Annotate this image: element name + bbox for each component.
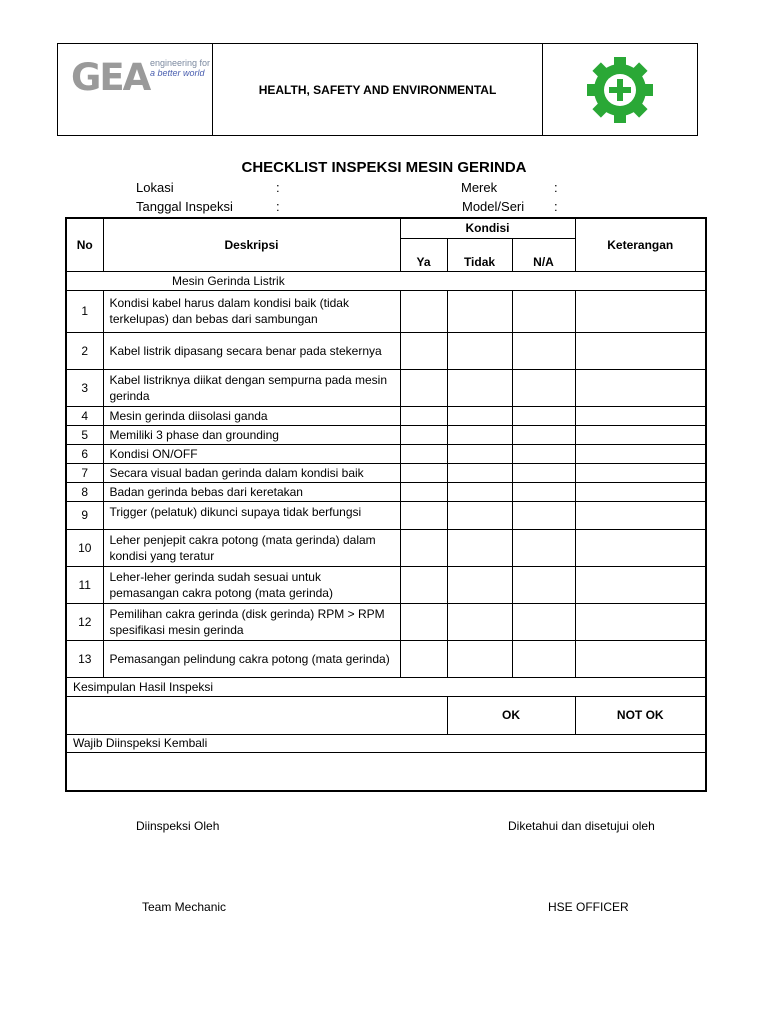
logo-tagline: engineering for a better world — [150, 58, 211, 78]
merek-label: Merek — [461, 180, 498, 195]
cell-keterangan[interactable] — [575, 501, 706, 529]
row-number: 4 — [66, 406, 103, 425]
model-colon: : — [554, 199, 558, 214]
table-row — [66, 369, 706, 406]
cell-na[interactable] — [512, 501, 575, 529]
wajib-row — [66, 734, 706, 752]
table-row — [66, 425, 706, 444]
col-header-tidak: Tidak — [447, 238, 512, 271]
cell-tidak[interactable] — [447, 332, 512, 369]
cell-na[interactable] — [512, 425, 575, 444]
col-header-deskripsi: Deskripsi — [103, 218, 400, 271]
cell-ya[interactable] — [400, 290, 447, 332]
row-description: Kondisi ON/OFF — [103, 444, 400, 463]
row-number: 9 — [66, 501, 103, 529]
section-row — [66, 271, 706, 290]
table-row — [66, 463, 706, 482]
lokasi-colon: : — [276, 180, 280, 195]
cell-ya[interactable] — [400, 463, 447, 482]
table-header-row — [66, 218, 706, 238]
cell-ya[interactable] — [400, 640, 447, 677]
cell-keterangan[interactable] — [575, 369, 706, 406]
table-row — [66, 290, 706, 332]
approver-name: HSE OFFICER — [548, 900, 629, 914]
row-description: Badan gerinda bebas dari keretakan — [103, 482, 400, 501]
checklist-table — [65, 217, 707, 792]
approved-by-label: Diketahui dan disetujui oleh — [508, 819, 655, 833]
cell-tidak[interactable] — [447, 369, 512, 406]
row-number: 11 — [66, 566, 103, 603]
header-title: HEALTH, SAFETY AND ENVIRONMENTAL — [258, 82, 497, 97]
result-row — [66, 696, 706, 734]
cell-ya[interactable] — [400, 332, 447, 369]
ok-option[interactable]: OK — [447, 696, 575, 734]
cell-keterangan[interactable] — [575, 290, 706, 332]
cell-keterangan[interactable] — [575, 406, 706, 425]
gea-logo: GEA — [71, 56, 150, 99]
cell-na[interactable] — [512, 332, 575, 369]
row-description: Memiliki 3 phase dan grounding — [103, 425, 400, 444]
inspector-name: Team Mechanic — [142, 900, 227, 914]
row-number: 7 — [66, 463, 103, 482]
cell-keterangan[interactable] — [575, 332, 706, 369]
cell-na[interactable] — [512, 640, 575, 677]
cell-na[interactable] — [512, 603, 575, 640]
col-header-ya: Ya — [400, 238, 447, 271]
row-description: Secara visual badan gerinda dalam kondisi baik — [103, 463, 400, 482]
table-row — [66, 566, 706, 603]
model-label: Model/Seri — [462, 199, 525, 214]
row-number: 12 — [66, 603, 103, 640]
table-row — [66, 406, 706, 425]
kesimpulan-row — [66, 677, 706, 696]
inspected-by-label: Diinspeksi Oleh — [136, 819, 220, 833]
cell-tidak[interactable] — [447, 640, 512, 677]
col-header-na: N/A — [512, 238, 575, 271]
safety-gear-cross-icon — [574, 55, 666, 125]
cell-na[interactable] — [512, 463, 575, 482]
row-number: 1 — [66, 290, 103, 332]
cell-keterangan[interactable] — [575, 566, 706, 603]
cell-keterangan[interactable] — [575, 463, 706, 482]
col-header-keterangan: Keterangan — [575, 218, 706, 271]
table-row — [66, 640, 706, 677]
cell-tidak[interactable] — [447, 290, 512, 332]
row-description: Pemilihan cakra gerinda (disk gerinda) RPM > RPM spesifikasi mesin gerinda — [103, 603, 400, 640]
cell-tidak[interactable] — [447, 425, 512, 444]
cell-tidak[interactable] — [447, 501, 512, 529]
cell-na[interactable] — [512, 406, 575, 425]
merek-colon: : — [554, 180, 558, 195]
cell-keterangan[interactable] — [575, 444, 706, 463]
cell-tidak[interactable] — [447, 482, 512, 501]
cell-ya[interactable] — [400, 425, 447, 444]
cell-tidak[interactable] — [447, 603, 512, 640]
cell-na[interactable] — [512, 444, 575, 463]
row-number: 8 — [66, 482, 103, 501]
cell-ya[interactable] — [400, 603, 447, 640]
col-header-kondisi: Kondisi — [400, 218, 575, 238]
cell-tidak[interactable] — [447, 406, 512, 425]
emblem-cell — [542, 44, 697, 135]
cell-tidak[interactable] — [447, 463, 512, 482]
not-ok-option[interactable]: NOT OK — [575, 696, 706, 734]
row-description: Mesin gerinda diisolasi ganda — [103, 406, 400, 425]
result-notes-cell[interactable] — [66, 696, 447, 734]
cell-ya[interactable] — [400, 406, 447, 425]
cell-keterangan[interactable] — [575, 425, 706, 444]
cell-keterangan[interactable] — [575, 482, 706, 501]
row-description: Pemasangan pelindung cakra potong (mata gerinda) — [103, 640, 400, 677]
section-label: Mesin Gerinda Listrik — [66, 271, 706, 290]
row-number: 6 — [66, 444, 103, 463]
cell-tidak[interactable] — [447, 444, 512, 463]
cell-na[interactable] — [512, 529, 575, 566]
cell-ya[interactable] — [400, 566, 447, 603]
table-row — [66, 603, 706, 640]
table-row — [66, 501, 706, 529]
col-header-no: No — [66, 218, 103, 271]
cell-keterangan[interactable] — [575, 640, 706, 677]
cell-na[interactable] — [512, 369, 575, 406]
row-description: Kondisi kabel harus dalam kondisi baik (tidak terkelupas) dan bebas dari sambungan — [103, 290, 400, 332]
cell-na[interactable] — [512, 290, 575, 332]
row-description: Leher-leher gerinda sudah sesuai untuk pemasangan cakra potong (mata gerinda) — [103, 566, 400, 603]
tanggal-label: Tanggal Inspeksi — [136, 199, 233, 214]
row-number: 10 — [66, 529, 103, 566]
cell-ya[interactable] — [400, 501, 447, 529]
cell-keterangan[interactable] — [575, 603, 706, 640]
tanggal-colon: : — [276, 199, 280, 214]
row-number: 5 — [66, 425, 103, 444]
row-description: Trigger (pelatuk) dikunci supaya tidak berfungsi — [103, 501, 400, 529]
table-row — [66, 529, 706, 566]
cell-tidak[interactable] — [447, 566, 512, 603]
kesimpulan-label: Kesimpulan Hasil Inspeksi — [66, 677, 706, 696]
table-row — [66, 332, 706, 369]
row-number: 2 — [66, 332, 103, 369]
cell-na[interactable] — [512, 566, 575, 603]
wajib-notes-row — [66, 752, 706, 791]
table-row — [66, 444, 706, 463]
wajib-label: Wajib Diinspeksi Kembali — [66, 734, 706, 752]
document-header — [57, 43, 698, 136]
row-description: Kabel listrik dipasang secara benar pada stekernya — [103, 332, 400, 369]
logo-cell — [58, 44, 213, 135]
cell-na[interactable] — [512, 482, 575, 501]
lokasi-label: Lokasi — [136, 180, 174, 195]
row-number: 3 — [66, 369, 103, 406]
cell-ya[interactable] — [400, 444, 447, 463]
row-description: Kabel listriknya diikat dengan sempurna pada mesin gerinda — [103, 369, 400, 406]
cell-ya[interactable] — [400, 482, 447, 501]
cell-ya[interactable] — [400, 529, 447, 566]
table-row — [66, 482, 706, 501]
row-number: 13 — [66, 640, 103, 677]
cell-tidak[interactable] — [447, 529, 512, 566]
row-description: Leher penjepit cakra potong (mata gerinda) dalam kondisi yang teratur — [103, 529, 400, 566]
wajib-notes-cell[interactable] — [66, 752, 706, 791]
cell-ya[interactable] — [400, 369, 447, 406]
document-title: CHECKLIST INSPEKSI MESIN GERINDA — [241, 159, 527, 176]
cell-keterangan[interactable] — [575, 529, 706, 566]
